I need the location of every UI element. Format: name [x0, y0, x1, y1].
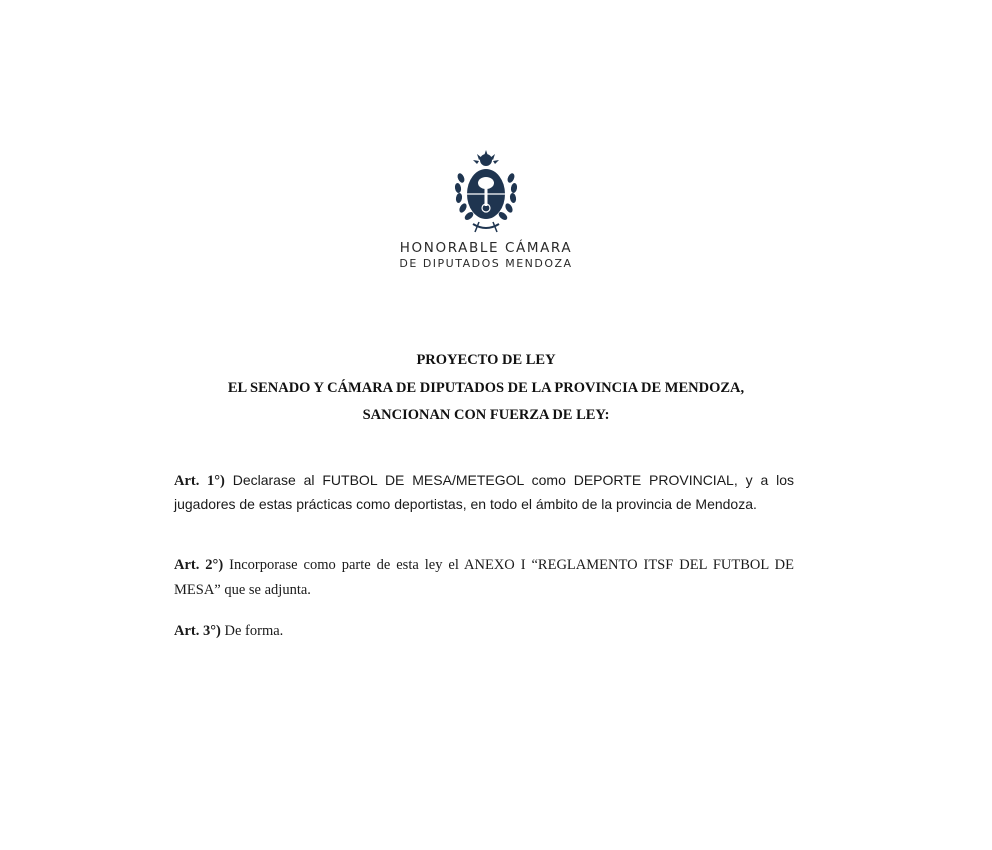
article-1-text: Declarase al FUTBOL DE MESA/METEGOL como DEPORTE PROVINCIAL, y a los jugadores de estas prácticas como deportistas, en todo el ámbito de la provincia de Mendoza.	[174, 472, 794, 512]
enacting-clause-line2: SANCIONAN CON FUERZA DE LEY:	[362, 407, 610, 423]
article-3-text: De forma.	[224, 623, 284, 639]
article-2-label: Art. 2°)	[174, 557, 224, 573]
article-2-text: Incorporase como parte de esta ley el ANEXO I “REGLAMENTO ITSF DEL FUTBOL DE MESA” que se adjunta.	[174, 557, 794, 598]
coat-of-arms-seal	[449, 148, 523, 234]
article-2	[174, 553, 794, 603]
institution-name-line1: HONORABLE CÁMARA	[399, 240, 573, 256]
article-1-label: Art. 1°)	[174, 473, 225, 489]
enacting-clause-line1: EL SENADO Y CÁMARA DE DIPUTADOS DE LA PROVINCIA DE MENDOZA,	[227, 380, 745, 396]
article-1	[174, 469, 794, 516]
article-3	[174, 620, 794, 643]
article-3-label: Art. 3°)	[174, 623, 221, 639]
institution-name-line2: DE DIPUTADOS MENDOZA	[399, 257, 573, 270]
document-title: PROYECTO DE LEY	[416, 352, 556, 368]
